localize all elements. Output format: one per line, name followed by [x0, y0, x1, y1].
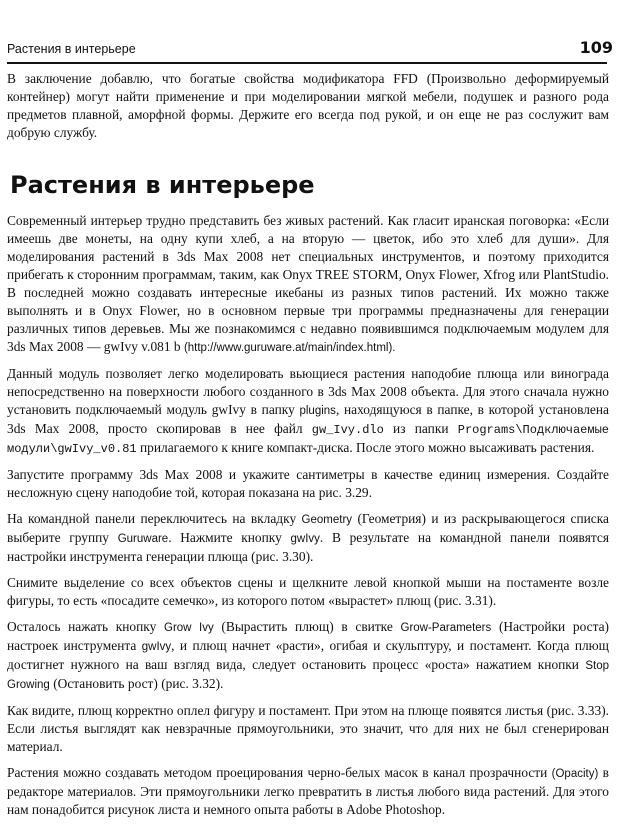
- masks-text-a: Растения можно создавать методом проецирования черно-белых масок в канал прозрачности: [7, 765, 548, 780]
- paragraph-seed: Снимите выделение со всех объектов сцены и щелкните левой кнопкой мыши на постаменте возле фигуры, то есть «посадите семечко», из которого потом «вырастет» плющ (рис. 3.31).: [7, 575, 609, 608]
- grow-text-d: , и плющ начнет «расти», огибая и скульптуру, и постамент. Когда плющ достигнет нужного на ваш взгляд вида, следует остановить процесс «роста» нажатием кнопки: [7, 638, 609, 672]
- paragraph-command-panel: [7, 510, 609, 566]
- paragraph-grow: [7, 618, 609, 694]
- page-header: [7, 38, 613, 64]
- guruware-url: (http://www.guruware.at/main/index.html).: [183, 342, 396, 354]
- gwivy-term-2: gwIvy: [141, 641, 172, 653]
- panel-text-c: . Нажмите кнопку: [168, 530, 282, 545]
- plugins-folder: plugins: [299, 405, 336, 417]
- page-number: 109: [579, 38, 613, 57]
- panel-text-d: . В результате на командной панели появятся настройки инструмента генерации плюща (рис. 3.30).: [7, 530, 609, 564]
- install-text-c: из папки: [393, 421, 449, 436]
- gwivy-term: gwIvy: [290, 533, 320, 545]
- section-heading: Растения в интерьере: [10, 171, 315, 199]
- grow-text-e: (Остановить рост) (рис. 3.32).: [53, 676, 224, 691]
- plugin-path: Programs\Подключаемые модули\gwIvy_v0.81: [7, 423, 609, 456]
- grow-parameters-term: Grow-Parameters: [400, 622, 492, 634]
- paragraph-install: [7, 365, 609, 458]
- guruware-term: Guruware: [117, 533, 169, 545]
- geometry-term: Geometry: [301, 514, 353, 526]
- masks-text-b: в редакторе материалов. Эти прямоугольники легко превратить в листья любого вида растений. Для этого нам понадобится рисунок листа и немного опыта работы в Adobe Photoshop.: [7, 765, 609, 817]
- install-text-d: прилагаемого к книге компакт-диска. После этого можно высаживать растения.: [139, 440, 595, 455]
- paragraph-conclusion: В заключение добавлю, что богатые свойства модификатора FFD (Произвольно деформируемый контейнер) могут найти применение и при моделировании мягкой мебели, подушек и разного рода предметов плавной, аморфной формы. Держите его всегда под рукой, и он еще не раз сослужит вам добрую службу.: [7, 71, 609, 140]
- running-title: Растения в интерьере: [7, 42, 136, 56]
- grow-ivy-term: Grow Ivy: [164, 622, 214, 634]
- opacity-term: (Opacity): [551, 768, 599, 780]
- intro-text: Современный интерьер трудно представить без живых растений. Как гласит иранская поговорка: «Если имеешь две монеты, на одну купи хлеб, а на вторую — цветок, ибо это хлеб для души». Для моделирования растений в 3ds Max 2008 нет специальных инструментов, и поэтому приходится прибегать к сторонним программам, таким, как Onyx TREE STORM, Onyx Flower, Xfrog или PlantStudio. В последней можно создавать интересные икебаны из разных типов растений. Их можно также выполнять и в Onyx Flower, но в основном первые три программы предназначены для генерации различных типов деревьев. Мы же познакомимся с недавно появившимся подключаемым модулем для 3ds Max 2008 — gwIvy v.081 b: [7, 213, 609, 354]
- page-body: [7, 70, 609, 827]
- grow-text-b: (Вырастить плющ) в свитке: [221, 619, 393, 634]
- plugin-filename: gw_Ivy.dlo: [311, 423, 384, 437]
- paragraph-intro: [7, 212, 609, 357]
- panel-text-b: (Геометрия) и из раскрывающегося списка выберите группу: [7, 511, 610, 545]
- paragraph-masks: [7, 764, 609, 819]
- stop-growing-term: Stop Growing: [7, 660, 609, 691]
- install-text-b: , находящуюся в папке, в которой установлена 3ds Max 2008, просто скопировав в нее файл: [7, 402, 609, 436]
- panel-text-a: На командной панели переключитесь на вкладку: [7, 511, 297, 526]
- grow-text-c: (Настройки роста) настроек инструмента: [7, 619, 609, 653]
- grow-text-a: Осталось нажать кнопку: [7, 619, 157, 634]
- paragraph-leaves: Как видите, плющ корректно оплел фигуру и постамент. При этом на плюще появятся листья (рис. 3.33). Если листья выглядят как невзрачные прямоугольники, это значит, что для них не был сгенерирован материал.: [7, 703, 609, 754]
- install-text-a: Данный модуль позволяет легко моделировать вьющиеся растения наподобие плюща или винограда непосредственно на поверхности любого созданного в 3ds Max 2008 объекта. Для этого сначала нужно установить подключаемый модуль gwIvy в папку: [7, 366, 609, 417]
- paragraph-launch: Запустите программу 3ds Max 2008 и укажите сантиметры в качестве единиц измерения. Создайте несложную сцену наподобие той, которая показана на рис. 3.29.: [7, 467, 609, 500]
